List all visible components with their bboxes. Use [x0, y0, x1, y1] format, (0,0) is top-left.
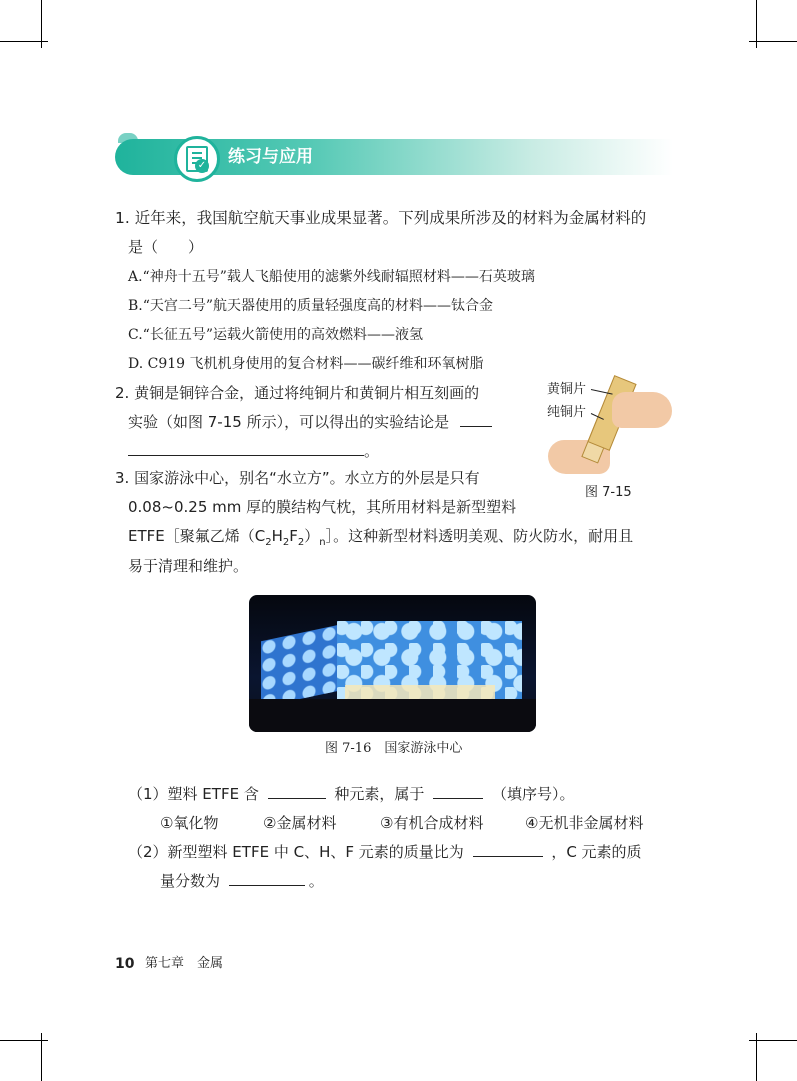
q3-line4: 易于清理和维护。	[128, 557, 249, 575]
choice-2: ②金属材料	[263, 814, 337, 832]
q2-line3	[128, 441, 379, 461]
q1-stem-cont: 是（ ）	[128, 238, 204, 256]
q3-line3	[128, 526, 633, 553]
choice-4: ④无机非金属材料	[525, 814, 644, 832]
sub1-text: （填序号）。	[491, 785, 575, 803]
q2-line1: 2. 黄铜是铜锌合金，通过将纯铜片和黄铜片相互刻画的	[115, 384, 480, 402]
choice-3: ③有机合成材料	[380, 814, 484, 832]
sub2-text: 。	[308, 872, 324, 890]
sub2-text: 量分数为	[160, 872, 221, 890]
crop-mark	[41, 0, 42, 48]
formula-text: ）	[304, 527, 320, 545]
sub1-text: 种元素，属于	[334, 785, 425, 803]
answer-blank[interactable]	[128, 441, 364, 456]
building-lights	[345, 685, 495, 699]
answer-blank[interactable]	[229, 871, 305, 886]
sub1-text: （1）塑料 ETFE 含	[128, 785, 259, 803]
chapter-title: 第七章 金属	[145, 956, 224, 971]
q1-option-b: B.“天宫二号”航天器使用的质量轻强度高的材料——钛合金	[128, 298, 494, 314]
crop-mark	[756, 1033, 757, 1081]
label-copper: 纯铜片	[547, 405, 587, 420]
q3-line2: 0.08~0.25 mm 厚的膜结构气枕，其所用材料是新型塑料	[128, 498, 517, 516]
label-brass: 黄铜片	[547, 382, 587, 397]
section-title: 练习与应用	[228, 147, 313, 167]
q3-line1: 3. 国家游泳中心，别名“水立方”。水立方的外层是只有	[115, 469, 480, 487]
sub2-text: ，C 元素的质	[551, 843, 642, 861]
ground	[249, 699, 536, 732]
crop-mark	[756, 0, 757, 48]
formula-text: F	[289, 527, 298, 545]
page-number: 10	[115, 956, 135, 972]
exercise-icon	[174, 136, 220, 182]
answer-blank[interactable]	[460, 412, 492, 427]
subscript: n	[319, 537, 326, 548]
sub2-text: （2）新型塑料 ETFE 中 C、H、F 元素的质量比为	[128, 843, 464, 861]
q2-line2	[128, 412, 492, 432]
sub2-line1	[128, 842, 642, 862]
hand-illustration	[612, 392, 672, 428]
formula-text: ETFE［聚氟乙烯（C	[128, 527, 266, 545]
choice-1: ①氧化物	[160, 814, 219, 832]
sub1-line	[128, 784, 574, 804]
building-side	[261, 625, 339, 708]
answer-blank[interactable]	[433, 784, 483, 799]
q3-text: ］。这种新型材料透明美观、防火防水，耐用且	[325, 527, 634, 545]
figure-caption: 图 7-16 国家游泳中心	[325, 741, 463, 756]
sub2-line2	[160, 871, 324, 891]
subscript: 2	[282, 537, 290, 548]
q1-option-a: A.“神舟十五号”载人飞船使用的滤紫外线耐辐照材料——石英玻璃	[128, 269, 535, 285]
water-cube-photo	[249, 595, 536, 732]
q2-end: 。	[364, 442, 380, 460]
subscript: 2	[297, 537, 305, 548]
divider	[192, 152, 202, 154]
figure-caption: 图 7-15	[585, 485, 632, 500]
q2-text: 实验（如图 7-15 所示），可以得出的实验结论是	[128, 413, 450, 431]
subscript: 2	[265, 537, 272, 548]
crop-mark	[41, 1033, 42, 1081]
q1-stem: 1. 近年来，我国航空航天事业成果显著。下列成果所涉及的材料为金属材料的	[115, 209, 647, 227]
formula-text: H	[271, 527, 283, 545]
check-icon: ✓	[195, 159, 209, 173]
q1-option-c: C.“长征五号”运载火箭使用的高效燃料——液氢	[128, 327, 423, 343]
answer-blank[interactable]	[473, 842, 543, 857]
q1-option-d: D. C919 飞机机身使用的复合材料——碳纤维和环氧树脂	[128, 356, 484, 372]
answer-blank[interactable]	[268, 784, 326, 799]
